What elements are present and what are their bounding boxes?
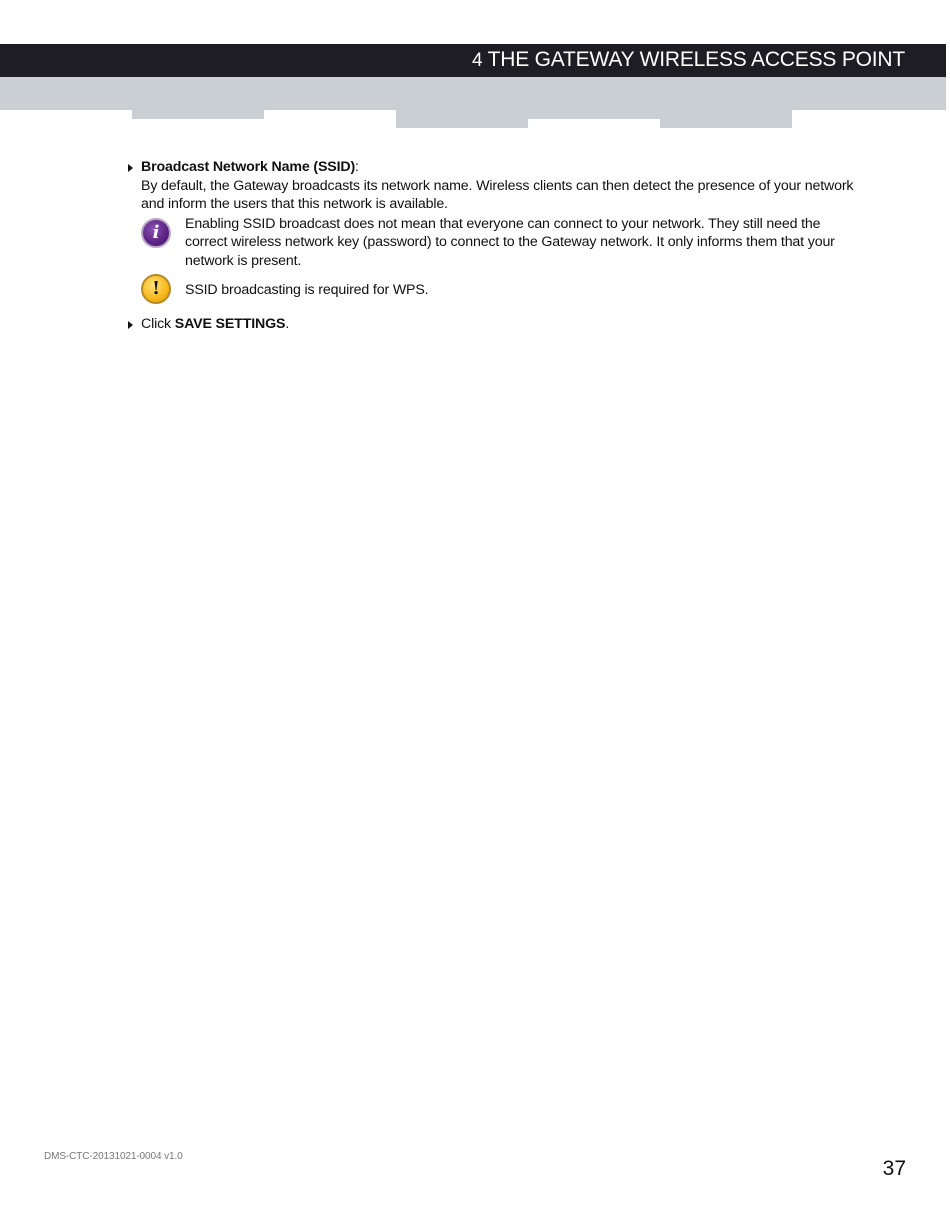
info-icon: i — [141, 218, 171, 248]
save-prefix: Click — [141, 315, 175, 332]
header-gray-band — [0, 77, 946, 110]
header-tab-decoration — [528, 110, 660, 119]
chapter-title-text: THE GATEWAY WIRELESS ACCESS POINT — [487, 48, 905, 71]
bullet-ssid — [126, 158, 866, 300]
ssid-term: Broadcast Network Name (SSID) — [141, 159, 356, 175]
header-tab-decoration — [132, 110, 264, 119]
page-number: 37 — [882, 1157, 906, 1180]
info-note-text: Enabling SSID broadcast does not mean that everyone can connect to your network. They still need the correct wireless network key (password) to connect to the Gateway network. It only informs them that your network is present. — [185, 215, 835, 269]
warning-icon: ! — [141, 274, 171, 304]
chapter-number: 4 — [471, 50, 483, 71]
save-settings-label: SAVE SETTINGS — [174, 315, 286, 332]
chapter-title — [472, 47, 905, 74]
header-tab-decoration — [396, 110, 528, 128]
warning-note-text: SSID broadcasting is required for WPS. — [185, 282, 429, 298]
header-bar — [0, 44, 946, 77]
bullet-arrow-icon — [128, 321, 133, 329]
document-reference: DMS-CTC-20131021-0004 v1.0 — [44, 1151, 183, 1162]
warning-note — [141, 278, 866, 300]
info-note — [141, 215, 866, 271]
main-content — [126, 158, 866, 333]
bullet-save-settings — [126, 315, 866, 334]
save-suffix: . — [285, 315, 290, 332]
bullet-arrow-icon — [128, 164, 133, 172]
ssid-term-punct: : — [355, 159, 359, 175]
header-tab-decoration — [660, 110, 792, 128]
ssid-description: By default, the Gateway broadcasts its network name. Wireless clients can then detect the presence of your network and inform the users that this network is available. — [141, 177, 854, 212]
